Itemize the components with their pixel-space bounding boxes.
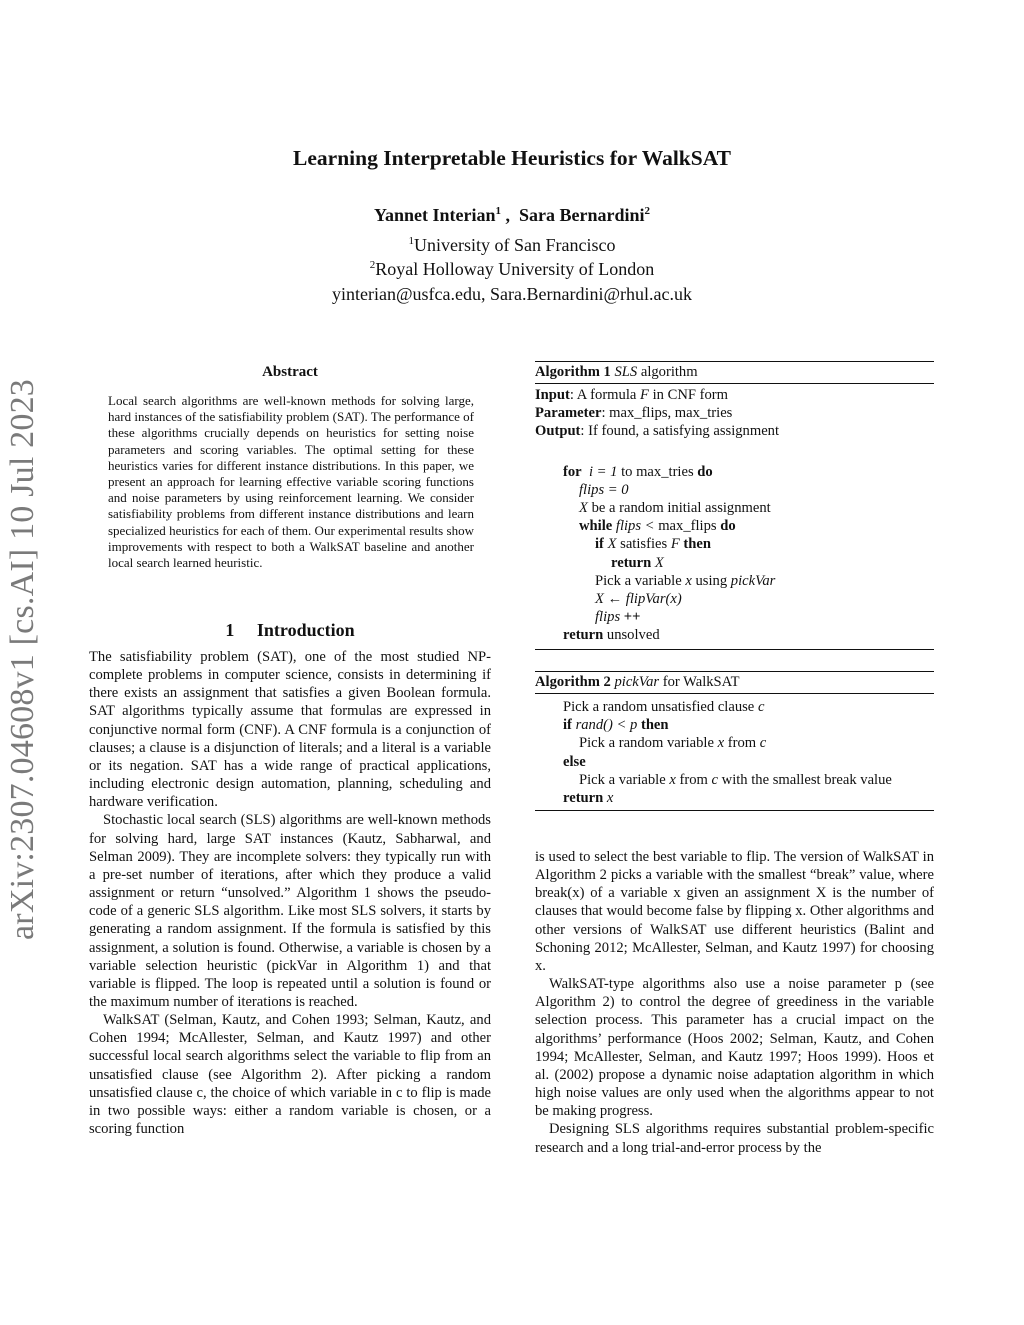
algo-text: Pick a random variable <box>579 735 718 752</box>
algo-line <box>535 572 934 590</box>
algo-blank <box>535 441 934 463</box>
keyword: then <box>640 717 669 734</box>
paragraph: is used to select the best variable to flip. The version of WalkSAT in Algorithm 2 picks a variable with the smallest “break” value, where break(x) of a variable x given an assignment X is the number of clauses that would become false by flipping x. Other algorithms and other versions of WalkSAT use different heuristics (Balint and Schoning 2012; McAllester, Selman, and Kautz 1997) for choosing x. <box>535 849 934 974</box>
algorithm-top-rule <box>535 671 934 672</box>
algo-line <box>535 716 934 734</box>
algorithm-bottom-rule <box>535 649 934 650</box>
algo-math: x <box>717 735 725 752</box>
algo-text: : A formula <box>569 387 641 403</box>
affiliation-text: University of San Francisco <box>414 235 616 255</box>
algorithm-1-caption <box>535 363 934 381</box>
left-column-body <box>89 648 491 1138</box>
keyword: Parameter <box>535 405 602 422</box>
paragraph: Designing SLS algorithms requires substantial problem-specific research and a long trial-and-error process by the <box>535 1121 934 1156</box>
keyword: then <box>683 536 711 553</box>
author-line <box>0 205 1024 226</box>
algo-line <box>535 608 934 626</box>
paragraph: WalkSAT-type algorithms also use a noise parameter p (see Algorithm 2) to control the degree of greediness in the variable selection process. This parameter has a crucial impact on the algorithms’ performance (Hoos 2002; Selman, Kautz, and Cohen 1994; McAllester, Selman, and Kautz 1997; Hoos 1999). Hoos et al. (2002) propose a dynamic noise adaptation algorithm in which high noise values are only used when the algorithms appear to not be making progress. <box>535 976 934 1120</box>
author-name: Sara Bernardini <box>519 205 645 225</box>
algorithm-top-rule <box>535 361 934 362</box>
algo-math: pickVar <box>730 572 776 589</box>
algo-text: : max_flips, max_tries <box>601 405 733 422</box>
algo-output-line <box>535 422 934 440</box>
algo-text: to max_tries <box>617 463 698 480</box>
affiliation-sup: 2 <box>369 259 376 271</box>
keyword: while <box>579 518 613 535</box>
section-heading: 1 Introduction <box>225 620 355 640</box>
algo-text: unsolved <box>603 627 660 644</box>
algo-text: satisfies <box>616 536 671 553</box>
affiliation-sup: 1 <box>408 235 415 247</box>
algorithm-name: pickVar <box>614 674 660 690</box>
algo-math: X <box>607 536 617 553</box>
keyword: Input <box>535 387 570 403</box>
algo-input-line <box>535 386 934 404</box>
algo-line <box>535 535 934 553</box>
algo-line <box>535 554 934 572</box>
algorithm-bottom-rule <box>535 810 934 811</box>
algorithm-name: SLS <box>614 364 638 380</box>
keyword: if <box>595 536 604 553</box>
algo-text: : If found, a satisfying assignment <box>580 423 780 440</box>
algo-math: flips <box>595 609 621 626</box>
arxiv-stamp: arXiv:2307.04608v1 [cs.AI] 10 Jul 2023 <box>4 379 41 940</box>
algo-line <box>535 463 934 481</box>
algo-text: from <box>724 735 760 752</box>
algo-line <box>535 626 934 644</box>
affiliation-1 <box>0 235 1024 256</box>
algo-text: Pick a variable <box>579 771 670 788</box>
algo-math: x <box>669 771 676 788</box>
algo-line: flips = 0 <box>579 481 629 498</box>
algo-line <box>535 771 934 789</box>
algo-line <box>535 753 934 771</box>
algo-param-line <box>535 404 934 422</box>
keyword: return <box>563 790 604 807</box>
algo-operator: ++ <box>620 609 641 626</box>
author-sup: 1 <box>495 205 501 217</box>
algo-math: rand() < p <box>571 717 641 734</box>
abstract-body: Local search algorithms are well-known methods for solving large, hard instances of the satisfiability problem (SAT). The performance of these algorithms crucially depends on heuristics for setting noise parameters and scoring variables. The optimal setting for these heuristics varies for different instance distributions. In this paper, we present an approach for learning effective variable scoring functions and noise parameters by using reinforcement learning. We consider satisfiability problems from different instance distributions and learn specialized heuristics for each of them. Our experimental results show improvements with respect to both a WalkSAT baseline and another local search learned heuristic. <box>108 393 474 571</box>
affiliation-2 <box>0 259 1024 280</box>
paragraph: Stochastic local search (SLS) algorithms are well-known methods for solving hard, large SAT instances (Kautz, Sabharwal, and Selman 2009). They are incomplete solvers: they typically run with a pre-set number of iterations, after which they produce a valid assignment or return “unsolved.” Algorithm 1 shows the pseudo-code of a generic SLS algorithm. Like most SLS solvers, it starts by generating a random assignment. If the formula is satisfied by this assignment, a solution is found. Otherwise, a variable is chosen by a variable selection heuristic (pickVar in Algorithm 1) and that variable is flipped. The loop is repeated until a solution is found or the maximum number of iterations is reached. <box>89 812 491 1010</box>
algo-math: c <box>711 771 719 788</box>
keyword: for <box>563 463 582 480</box>
algorithm-caption-rest: for WalkSAT <box>659 674 740 690</box>
algo-math: flips < <box>612 518 659 535</box>
algorithm-mid-rule <box>535 693 934 694</box>
keyword: return <box>563 627 604 644</box>
keyword: return <box>611 554 652 571</box>
algo-math: F <box>670 536 680 553</box>
paper-title: Learning Interpretable Heuristics for WalkSAT <box>293 146 731 170</box>
algorithm-2-caption <box>535 673 934 691</box>
algorithm-label: Algorithm 2 <box>535 674 611 690</box>
keyword: Output <box>535 423 581 440</box>
algo-text: Pick a random unsatisfied clause <box>563 699 758 715</box>
algo-text: Pick a variable <box>595 572 686 589</box>
algo-line: X ← flipVar(x) <box>595 591 682 608</box>
algo-line <box>535 734 934 752</box>
algo-math: c <box>759 735 767 752</box>
abstract-heading: Abstract <box>262 364 318 380</box>
algo-math: x <box>685 572 692 589</box>
algo-line <box>535 698 934 716</box>
algo-line <box>535 499 934 517</box>
algorithm-caption-rest: algorithm <box>637 364 698 380</box>
algorithm-label: Algorithm 1 <box>535 364 611 380</box>
algorithm-mid-rule <box>535 383 934 384</box>
author-sup: 2 <box>644 205 651 217</box>
author-emails: yinterian@usfca.edu, Sara.Bernardini@rhul.ac.uk <box>331 284 693 304</box>
algo-math: X <box>651 554 664 571</box>
algorithm-2-body <box>535 698 934 807</box>
algo-text: using <box>691 572 731 589</box>
algo-text: in CNF form <box>648 387 728 403</box>
algo-text: with the smallest break value <box>718 771 892 788</box>
algo-line <box>535 517 934 535</box>
keyword: if <box>563 717 572 734</box>
author-separator: , <box>501 205 519 225</box>
keyword: do <box>720 518 736 535</box>
algo-math: c <box>757 699 765 715</box>
algo-line <box>535 789 934 807</box>
paragraph: The satisfiability problem (SAT), one of the most studied NP-complete problems in computer science, consists in determining if there exists an assignment that satisfies a given Boolean formula. SAT algorithms typically assume that formulas are expressed in conjunctive normal form (CNF). A CNF formula is a conjunction of clauses; a clause is a disjunction of literals; and a literal is a variable or its negation. SAT has a wide range of practical applications, including electronic design automation, planning, scheduling and hardware verification. <box>89 649 491 811</box>
algorithm-1-body <box>535 386 934 645</box>
keyword: else <box>563 753 586 770</box>
right-column-body <box>535 848 934 1157</box>
algo-text: from <box>675 771 712 788</box>
algo-text: max_flips <box>658 518 721 535</box>
algo-math: F <box>640 387 649 403</box>
algo-math: x <box>603 790 614 807</box>
keyword: do <box>697 463 713 480</box>
author-name: Yannet Interian <box>373 205 496 225</box>
paragraph: WalkSAT (Selman, Kautz, and Cohen 1993; Selman, Kautz, and Cohen 1994; McAllester, Selman, and Kautz 1997) and other successful local search algorithms select the variable to flip from an unsatisfied clause (see Algorithm 2). After picking a random unsatisfied clause c, the choice of which variable in c to flip is made in two possible ways: either a random variable is chosen, or a scoring function <box>89 1012 491 1138</box>
affiliation-text: Royal Holloway University of London <box>375 259 655 279</box>
algo-text: be a random initial assignment <box>587 500 771 517</box>
algo-math: i = 1 <box>581 463 618 480</box>
algo-math: X <box>579 500 588 517</box>
